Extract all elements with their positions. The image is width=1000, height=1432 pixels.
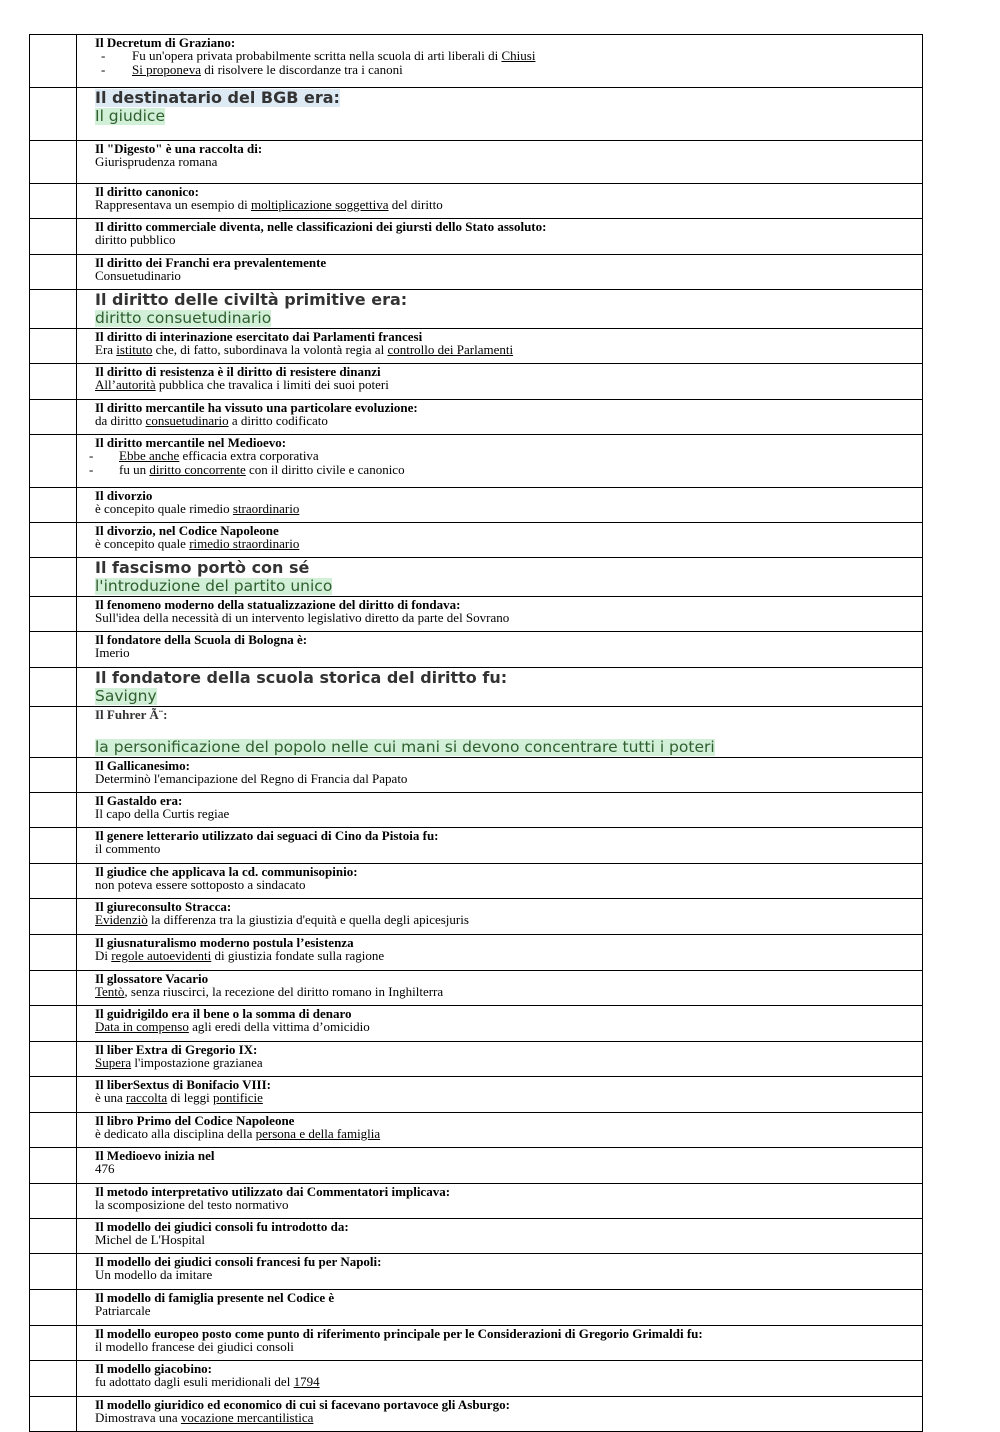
question-text: Il Gallicanesimo:	[95, 758, 190, 773]
row-number-cell	[30, 184, 77, 219]
answer-text-segment: pubblica che travalica i limiti dei suoi poteri	[155, 377, 389, 392]
table-row	[30, 219, 923, 255]
table-row	[30, 1042, 923, 1077]
row-number-cell	[30, 400, 77, 435]
answer-text-segment: Era	[95, 342, 117, 357]
row-number-cell	[30, 1290, 77, 1326]
qa-cell	[77, 1148, 923, 1184]
qa-cell	[77, 435, 923, 488]
bullet-item	[95, 49, 918, 63]
row-number-cell	[30, 88, 77, 141]
answer-text	[95, 985, 918, 999]
question-heading: Il fondatore della scuola storica del diritto fu:	[95, 668, 508, 687]
question-text: Il modello europeo posto come punto di riferimento principale per le Considerazioni di Gregorio Grimaldi fu:	[95, 1326, 703, 1341]
answer-text-segment: agli eredi della vittima d’omicidio	[188, 1019, 370, 1034]
row-number-cell	[30, 1006, 77, 1042]
table-row	[30, 1397, 923, 1432]
table-row	[30, 1006, 923, 1042]
underlined-text: All’autorità	[95, 377, 156, 392]
underlined-text: persona e della famiglia	[255, 1126, 381, 1141]
underlined-text: Supera	[95, 1055, 132, 1070]
qa-cell	[77, 828, 923, 864]
table-row	[30, 707, 923, 758]
answer-text-segment: diritto pubblico	[95, 232, 176, 247]
answer-text-segment: Di	[95, 948, 112, 963]
underlined-text: controllo dei Parlamenti	[387, 342, 514, 357]
answer-text	[95, 807, 918, 821]
question-text: Il genere letterario utilizzato dai seguaci di Cino da Pistoia fu:	[95, 828, 439, 843]
question-text: Il modello giacobino:	[95, 1361, 213, 1376]
table-row	[30, 971, 923, 1006]
table-row	[30, 35, 923, 88]
question-text: Il Medioevo inizia nel	[95, 1148, 215, 1163]
row-number-cell	[30, 864, 77, 899]
answer-text	[95, 269, 918, 283]
answer-text	[95, 1304, 918, 1318]
answer-highlight: Il giudice	[95, 107, 165, 125]
qa-cell	[77, 290, 923, 329]
table-row	[30, 290, 923, 329]
row-number-cell	[30, 1184, 77, 1219]
qa-cell	[77, 668, 923, 707]
answer-highlight: diritto consuetudinario	[95, 309, 272, 327]
answer-text-segment: di leggi	[167, 1090, 214, 1105]
answer-text	[95, 611, 918, 625]
answer-text-segment: l'impostazione grazianea	[131, 1055, 263, 1070]
answer-text-segment: è concepito quale	[95, 536, 190, 551]
row-number-cell	[30, 1219, 77, 1254]
answer-text-segment: di giustizia fondate sulla ragione	[211, 948, 385, 963]
answer-text	[95, 537, 918, 551]
question-heading: Il destinatario del BGB era:	[95, 88, 340, 107]
row-number-cell	[30, 255, 77, 290]
answer-text-segment: non poteva essere sottoposto a sindacato	[95, 877, 306, 892]
row-number-cell	[30, 1077, 77, 1113]
answer-text-segment: da diritto	[95, 413, 146, 428]
underlined-text: regole autoevidenti	[111, 948, 212, 963]
qa-cell	[77, 597, 923, 632]
underlined-text: Ebbe anche	[119, 448, 180, 463]
answer-text-segment: che, di fatto, subordinava la volontà regia al	[152, 342, 388, 357]
question-text: Il Gastaldo era:	[95, 793, 183, 808]
answer-text-segment: Il capo della Curtis regiae	[95, 806, 230, 821]
underlined-text: consuetudinario	[145, 413, 229, 428]
answer-text	[95, 1198, 918, 1212]
answer-text	[95, 1340, 918, 1354]
qa-cell	[77, 1254, 923, 1290]
qa-cell	[77, 88, 923, 141]
row-number-cell	[30, 290, 77, 329]
qa-cell	[77, 141, 923, 184]
answer-text	[95, 646, 918, 660]
answer-text-segment: Determinò l'emancipazione del Regno di Francia dal Papato	[95, 771, 408, 786]
underlined-text: moltiplicazione soggettiva	[250, 197, 389, 212]
bullet-dash: -	[101, 61, 106, 77]
question-text: Il diritto mercantile nel Medioevo:	[95, 435, 287, 450]
table-row	[30, 828, 923, 864]
table-row	[30, 1290, 923, 1326]
answer-text-segment: la differenza tra la giustizia d'equità e quella degli apicesjuris	[147, 912, 469, 927]
row-number-cell	[30, 668, 77, 707]
row-number-cell	[30, 523, 77, 558]
table-row	[30, 1184, 923, 1219]
row-number-cell	[30, 35, 77, 88]
answer-text-segment: Un modello da imitare	[95, 1267, 213, 1282]
row-number-cell	[30, 435, 77, 488]
answer-text	[95, 1162, 918, 1176]
underlined-text: Chiusi	[501, 48, 536, 63]
row-number-cell	[30, 597, 77, 632]
table-row	[30, 255, 923, 290]
question-text: Il diritto di resistenza è il diritto di resistere dinanzi	[95, 364, 381, 379]
answer-text	[95, 378, 918, 392]
bullet-dash: -	[89, 448, 94, 463]
qa-cell	[77, 1326, 923, 1361]
row-number-cell	[30, 758, 77, 793]
qa-cell	[77, 219, 923, 255]
question-text: Il diritto dei Franchi era prevalentemente	[95, 255, 327, 270]
table-row	[30, 793, 923, 828]
row-number-cell	[30, 632, 77, 668]
answer-text-segment: Michel de L'Hospital	[95, 1232, 205, 1247]
question-text: Il giudice che applicava la cd. communisopinio:	[95, 864, 358, 879]
qa-cell	[77, 400, 923, 435]
answer-text-segment: Dimostrava una	[95, 1410, 181, 1425]
qa-cell	[77, 488, 923, 523]
bullet-item	[89, 461, 918, 477]
answer-text-segment: fu un	[119, 461, 150, 477]
table-row	[30, 632, 923, 668]
answer-text-segment: il commento	[95, 841, 161, 856]
qa-cell	[77, 523, 923, 558]
question-text: Il divorzio, nel Codice Napoleone	[95, 523, 279, 538]
row-number-cell	[30, 329, 77, 364]
qa-cell	[77, 971, 923, 1006]
answer-text	[95, 949, 918, 963]
table-row	[30, 523, 923, 558]
table-row	[30, 758, 923, 793]
question-text: Il liberSextus di Bonifacio VIII:	[95, 1077, 272, 1092]
answer-text	[95, 1233, 918, 1247]
table-row	[30, 400, 923, 435]
table-row	[30, 364, 923, 400]
table-row	[30, 1219, 923, 1254]
row-number-cell	[30, 707, 77, 758]
answer-text-segment: Rappresentava un esempio di	[95, 197, 251, 212]
qa-table	[29, 34, 923, 1432]
qa-cell	[77, 935, 923, 971]
qa-cell	[77, 793, 923, 828]
qa-cell	[77, 1077, 923, 1113]
answer-text	[95, 343, 918, 357]
table-row	[30, 899, 923, 935]
row-number-cell	[30, 1361, 77, 1397]
answer-highlight: la personificazione del popolo nelle cui mani si devono concentrare tutti i poteri	[95, 738, 715, 756]
underlined-text: raccolta	[126, 1090, 168, 1105]
underlined-text: Evidenziò	[95, 912, 148, 927]
question-text: Il diritto di interinazione esercitato dai Parlamenti francesi	[95, 329, 423, 344]
table-row	[30, 184, 923, 219]
question-text: Il modello di famiglia presente nel Codice è	[95, 1290, 335, 1305]
answer-text	[95, 502, 918, 516]
answer-text	[95, 414, 918, 428]
qa-cell	[77, 1361, 923, 1397]
bullet-dash: -	[101, 48, 106, 63]
qa-cell	[77, 364, 923, 400]
row-number-cell	[30, 935, 77, 971]
question-text: Il Decretum di Graziano:	[95, 35, 236, 50]
underlined-text: pontificie	[213, 1090, 263, 1105]
answer-text	[95, 842, 918, 856]
qa-cell	[77, 899, 923, 935]
answer-text-segment: 476	[95, 1161, 115, 1176]
row-number-cell	[30, 219, 77, 255]
row-number-cell	[30, 364, 77, 400]
table-row	[30, 935, 923, 971]
question-heading: Il diritto delle civiltà primitive era:	[95, 290, 408, 309]
question-text: Il diritto commerciale diventa, nelle classificazioni dei giursti dello Stato assoluto:	[95, 219, 547, 234]
answer-text-segment: è dedicato alla disciplina della	[95, 1126, 256, 1141]
answer-text-segment: è concepito quale rimedio	[95, 501, 233, 516]
question-text: Il fondatore della Scuola di Bologna è:	[95, 632, 308, 647]
row-number-cell	[30, 488, 77, 523]
question-text: Il modello giuridico ed economico di cui si facevano portavoce gli Asburgo:	[95, 1397, 510, 1412]
question-text: Il giureconsulto Stracca:	[95, 899, 232, 914]
bullet-item	[89, 448, 918, 463]
qa-cell	[77, 35, 923, 88]
row-number-cell	[30, 1113, 77, 1148]
question-text: Il glossatore Vacario	[95, 971, 209, 986]
table-row	[30, 141, 923, 184]
table-row	[30, 1077, 923, 1113]
qa-cell	[77, 1219, 923, 1254]
qa-cell	[77, 558, 923, 597]
table-row	[30, 488, 923, 523]
qa-cell	[77, 1184, 923, 1219]
answer-text-segment: con il diritto civile e canonico	[245, 461, 405, 477]
qa-cell	[77, 864, 923, 899]
table-row	[30, 1361, 923, 1397]
row-number-cell	[30, 1397, 77, 1432]
underlined-text: Tentò	[95, 984, 125, 999]
qa-cell	[77, 255, 923, 290]
question-text: Il fenomeno moderno della statualizzazione del diritto di fondava:	[95, 597, 461, 612]
bullet-dash: -	[89, 461, 94, 477]
underlined-text: vocazione mercantilistica	[180, 1410, 314, 1425]
table-row	[30, 1148, 923, 1184]
table-row	[30, 864, 923, 899]
answer-text	[95, 233, 918, 247]
question-heading: Il fascismo portò con sé	[95, 558, 310, 577]
underlined-text: diritto concorrente	[149, 461, 246, 477]
qa-cell	[77, 1006, 923, 1042]
answer-text-segment: a diritto codificato	[228, 413, 328, 428]
answer-highlight: l'introduzione del partito unico	[95, 577, 333, 595]
bullet-item	[95, 63, 918, 77]
answer-highlight: Savigny	[95, 687, 157, 705]
question-text: Il diritto canonico:	[95, 184, 199, 199]
answer-text	[95, 1020, 918, 1034]
answer-text	[95, 1056, 918, 1070]
underlined-text: istituto	[116, 342, 153, 357]
table-row	[30, 329, 923, 364]
table-row	[30, 1254, 923, 1290]
answer-text	[95, 1091, 918, 1105]
row-number-cell	[30, 141, 77, 184]
answer-text-segment: Sull'idea della necessità di un intervento legislativo diretto da parte del Sovrano	[95, 610, 510, 625]
answer-text-segment: è una	[95, 1090, 127, 1105]
qa-table-body	[30, 35, 923, 1432]
question-text: Il liber Extra di Gregorio IX:	[95, 1042, 258, 1057]
qa-cell	[77, 1113, 923, 1148]
row-number-cell	[30, 1148, 77, 1184]
table-row	[30, 1326, 923, 1361]
table-row	[30, 435, 923, 488]
answer-text	[95, 155, 918, 169]
question-text: Il divorzio	[95, 488, 153, 503]
question-text: Il "Digesto" è una raccolta di:	[95, 141, 263, 156]
row-number-cell	[30, 558, 77, 597]
row-number-cell	[30, 1042, 77, 1077]
answer-text	[95, 772, 918, 786]
answer-text	[95, 913, 918, 927]
qa-cell	[77, 1042, 923, 1077]
answer-text-segment: efficacia extra corporativa	[179, 448, 319, 463]
row-number-cell	[30, 1254, 77, 1290]
answer-text-segment: Fu un'opera privata probabilmente scritta nella scuola di arti liberali di	[132, 48, 502, 63]
answer-text-segment: Consuetudinario	[95, 268, 181, 283]
qa-cell	[77, 758, 923, 793]
answer-text-segment: del diritto	[388, 197, 443, 212]
qa-cell	[77, 329, 923, 364]
row-number-cell	[30, 828, 77, 864]
qa-cell	[77, 632, 923, 668]
table-row	[30, 597, 923, 632]
answer-text-segment: la scomposizione del testo normativo	[95, 1197, 289, 1212]
row-number-cell	[30, 899, 77, 935]
underlined-text: Data in compenso	[95, 1019, 189, 1034]
row-number-cell	[30, 971, 77, 1006]
row-number-cell	[30, 793, 77, 828]
row-number-cell	[30, 1326, 77, 1361]
question-text: Il modello dei giudici consoli francesi fu per Napoli:	[95, 1254, 382, 1269]
answer-text-segment: fu adottato dagli esuli meridionali del	[95, 1374, 294, 1389]
question-text: Il modello dei giudici consoli fu introdotto da:	[95, 1219, 349, 1234]
answer-text	[95, 1127, 918, 1141]
answer-text	[95, 878, 918, 892]
underlined-text: rimedio straordinario	[189, 536, 300, 551]
question-text: Il giusnaturalismo moderno postula l’esistenza	[95, 935, 354, 950]
table-row	[30, 668, 923, 707]
table-row	[30, 88, 923, 141]
qa-cell	[77, 707, 923, 758]
answer-text-segment: di risolvere le discordanze tra i canoni	[200, 61, 403, 77]
table-row	[30, 1113, 923, 1148]
question-text: Il libro Primo del Codice Napoleone	[95, 1113, 295, 1128]
answer-text-segment: il modello francese dei giudici consoli	[95, 1339, 294, 1354]
underlined-text: 1794	[293, 1374, 320, 1389]
question-text: Il guidrigildo era il bene o la somma di denaro	[95, 1006, 352, 1021]
answer-text-segment: Patriarcale	[95, 1303, 151, 1318]
answer-text	[95, 1268, 918, 1282]
question-text: Il diritto mercantile ha vissuto una particolare evoluzione:	[95, 400, 418, 415]
underlined-text: Si proponeva	[132, 61, 201, 77]
underlined-text: straordinario	[232, 501, 300, 516]
table-row	[30, 558, 923, 597]
answer-text-segment: Giurisprudenza romana	[95, 154, 218, 169]
answer-text-segment: Imerio	[95, 645, 130, 660]
qa-cell	[77, 1290, 923, 1326]
qa-cell	[77, 1397, 923, 1432]
qa-cell	[77, 184, 923, 219]
answer-text	[95, 1411, 918, 1425]
question-text: Il metodo interpretativo utilizzato dai Commentatori implicava:	[95, 1184, 451, 1199]
answer-text	[95, 198, 918, 212]
question-heading: Il Fuhrer Ã¨:	[95, 707, 168, 722]
answer-text-segment: , senza riuscirci, la recezione del diritto romano in Inghilterra	[124, 984, 444, 999]
answer-text	[95, 1375, 918, 1389]
